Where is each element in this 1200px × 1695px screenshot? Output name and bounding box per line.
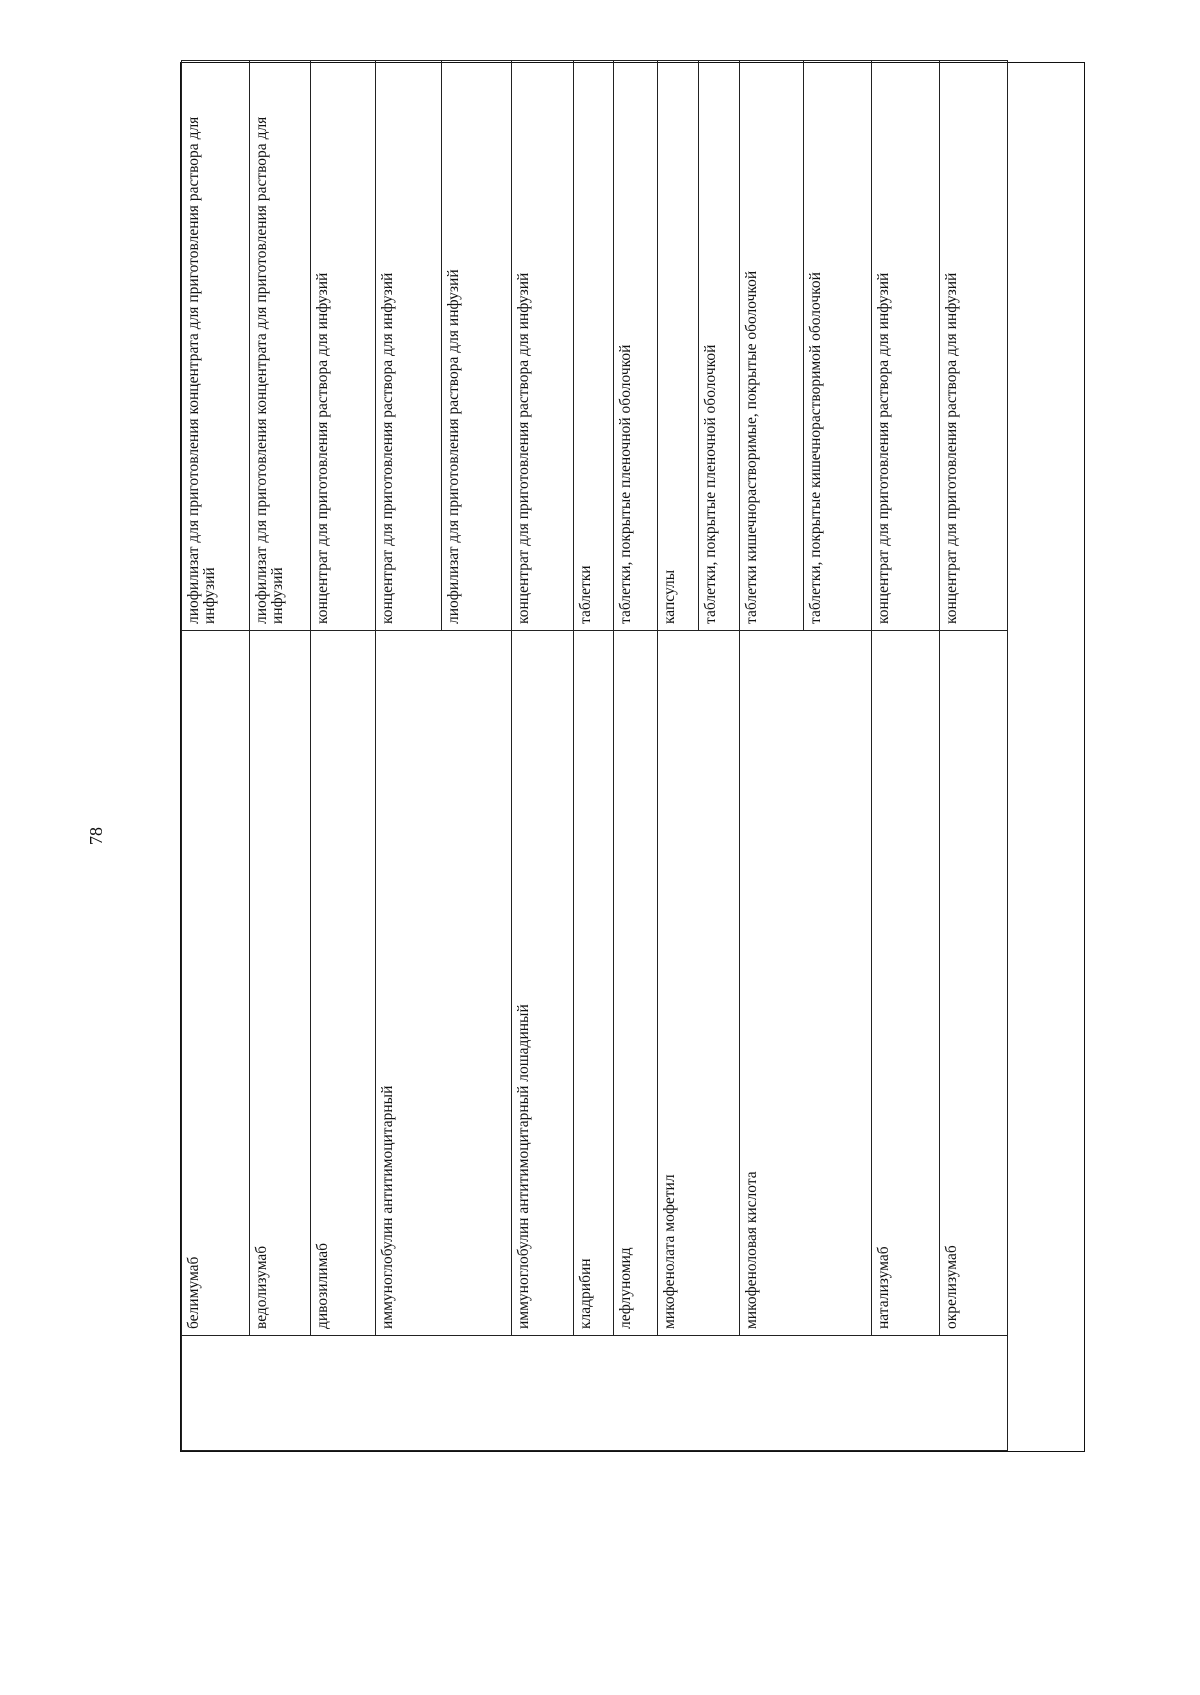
drug-name-cell: натализумаб — [872, 631, 940, 1336]
dosage-form-cell: концентрат для приготовления раствора для инфузий — [872, 61, 940, 631]
table-row — [250, 61, 311, 1451]
drug-name-cell: иммуноглобулин антитимоцитарный лошадиный — [512, 631, 574, 1336]
dosage-form-cell: концентрат для приготовления раствора для инфузий — [311, 61, 376, 631]
drug-name-cell: ведолизумаб — [250, 631, 311, 1336]
dosage-form-cell: таблетки, покрытые кишечнорастворимой оболочкой — [804, 61, 872, 631]
dosage-form-cell: концентрат для приготовления раствора для инфузий — [512, 61, 574, 631]
table-row — [311, 61, 376, 1451]
dosage-form-cell: таблетки, покрытые пленочной оболочкой — [699, 61, 740, 631]
dosage-form-cell: концентрат для приготовления раствора для инфузий — [940, 61, 1008, 631]
drug-name-cell: окрелизумаб — [940, 631, 1008, 1336]
dosage-form-cell: лиофилизат для приготовления раствора для инфузий — [442, 61, 512, 631]
table-row — [614, 61, 658, 1451]
code-cell — [182, 1336, 1008, 1451]
medication-table — [181, 60, 1008, 1451]
dosage-form-cell: лиофилизат для приготовления концентрата для приготовления раствора для инфузий — [182, 61, 250, 631]
table-row — [182, 61, 250, 1451]
table-row — [376, 61, 442, 1451]
table-row — [574, 61, 614, 1451]
drug-name-cell: микофенолата мофетил — [658, 631, 740, 1336]
page-number: 78 — [86, 827, 106, 845]
table-row — [740, 61, 804, 1451]
dosage-form-cell: таблетки — [574, 61, 614, 631]
dosage-form-cell: таблетки кишечнорастворимые, покрытые оболочкой — [740, 61, 804, 631]
table-row — [658, 61, 699, 1451]
drug-name-cell: дивозилимаб — [311, 631, 376, 1336]
table-row — [940, 61, 1008, 1451]
drug-name-cell: иммуноглобулин антитимоцитарный — [376, 631, 512, 1336]
dosage-form-cell: капсулы — [658, 61, 699, 631]
dosage-form-cell: концентрат для приготовления раствора для инфузий — [376, 61, 442, 631]
drug-name-cell: кладрибин — [574, 631, 614, 1336]
drug-name-cell: лефлуномид — [614, 631, 658, 1336]
medication-table-frame — [180, 62, 1085, 1452]
drug-name-cell: белимумаб — [182, 631, 250, 1336]
drug-name-cell: микофеноловая кислота — [740, 631, 872, 1336]
table-row — [512, 61, 574, 1451]
dosage-form-cell: лиофилизат для приготовления концентрата для приготовления раствора для инфузий — [250, 61, 311, 631]
dosage-form-cell: таблетки, покрытые пленочной оболочкой — [614, 61, 658, 631]
table-row — [872, 61, 940, 1451]
